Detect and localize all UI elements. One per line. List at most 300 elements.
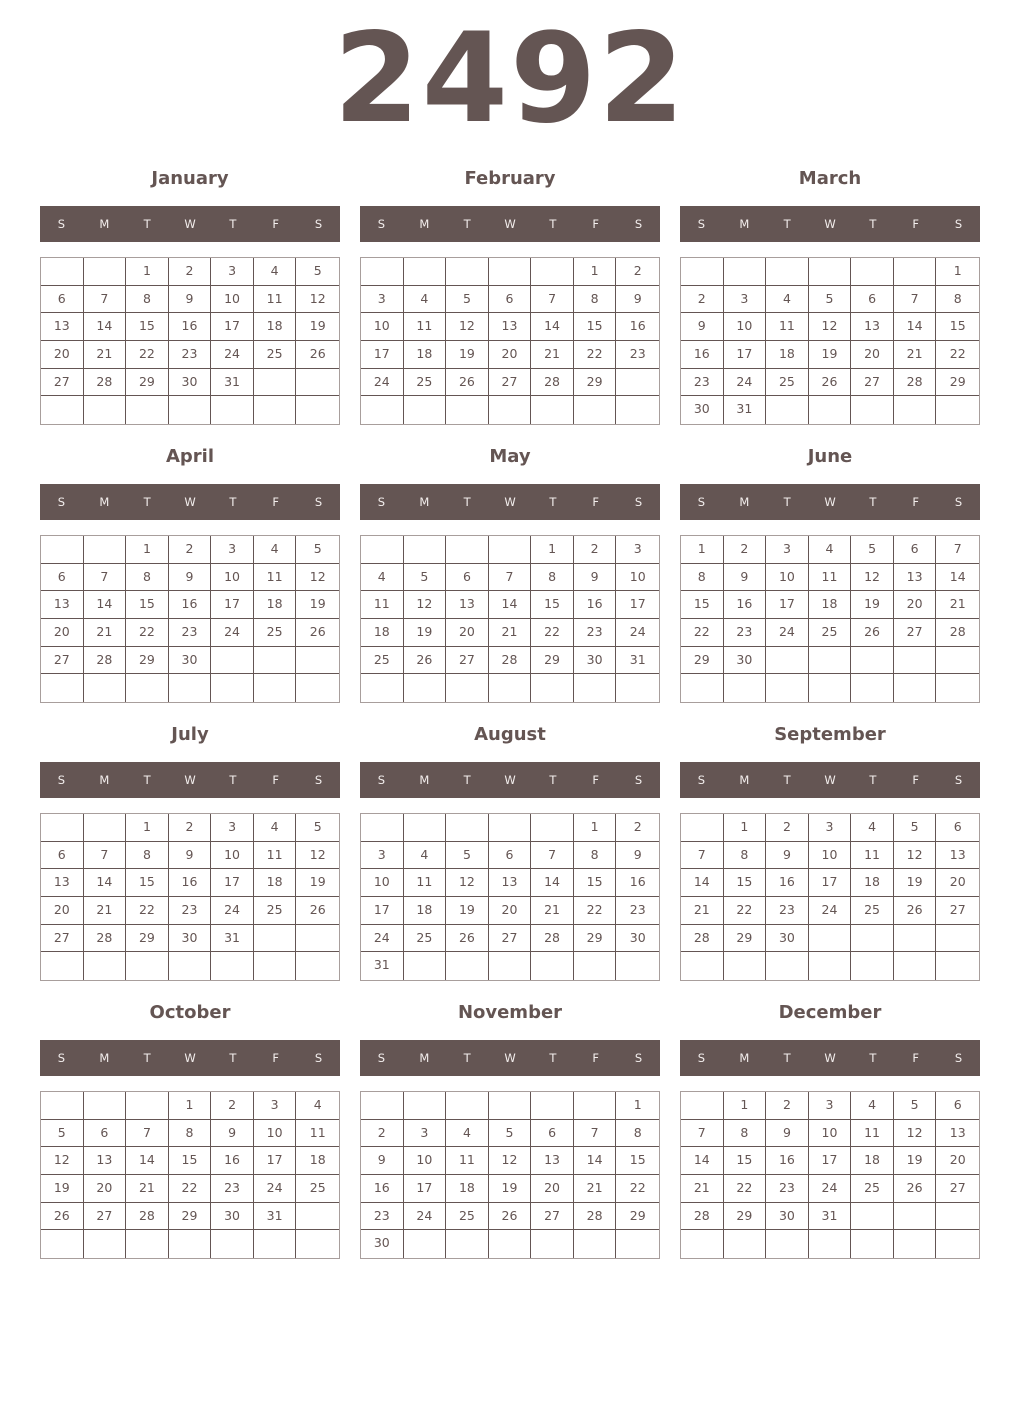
weekday-label: M (99, 217, 110, 231)
day-cell (84, 536, 127, 564)
day-cell: 1 (574, 258, 617, 286)
day-cell (446, 814, 489, 842)
day-cell: 2 (724, 536, 767, 564)
day-cell: 14 (126, 1147, 169, 1175)
day-cell (254, 925, 297, 953)
day-cell (404, 674, 447, 702)
day-cell: 4 (404, 286, 447, 314)
day-cell: 26 (446, 925, 489, 953)
day-cell (766, 258, 809, 286)
day-cell: 9 (361, 1147, 404, 1175)
day-cell: 5 (296, 536, 339, 564)
weekday-label: S (377, 773, 386, 787)
day-cell: 6 (41, 286, 84, 314)
month-title: October (149, 1002, 231, 1023)
day-cell: 2 (169, 258, 212, 286)
day-cell: 26 (404, 647, 447, 675)
day-cell: 4 (851, 814, 894, 842)
day-cell: 24 (766, 619, 809, 647)
day-cell: 7 (531, 286, 574, 314)
day-cell: 16 (766, 869, 809, 897)
day-cell: 17 (616, 591, 659, 619)
day-cell: 27 (41, 369, 84, 397)
day-cell: 10 (766, 564, 809, 592)
day-grid (40, 257, 340, 425)
day-cell (84, 814, 127, 842)
day-cell: 15 (574, 869, 617, 897)
weekday-label: S (954, 1051, 963, 1065)
day-cell: 3 (361, 842, 404, 870)
day-grid (40, 1091, 340, 1259)
weekday-label: T (549, 773, 557, 787)
month-september (680, 719, 980, 989)
day-cell: 19 (446, 897, 489, 925)
day-cell: 2 (169, 814, 212, 842)
day-cell (894, 674, 937, 702)
weekday-label: T (229, 495, 237, 509)
day-cell: 6 (936, 814, 979, 842)
day-cell: 13 (531, 1147, 574, 1175)
day-cell: 13 (41, 313, 84, 341)
day-cell: 10 (361, 869, 404, 897)
day-cell: 10 (724, 313, 767, 341)
day-cell: 22 (936, 341, 979, 369)
day-cell (616, 369, 659, 397)
weekday-label: F (272, 495, 280, 509)
day-cell: 9 (211, 1120, 254, 1148)
weekday-label: M (419, 495, 430, 509)
day-cell: 1 (531, 536, 574, 564)
day-cell: 25 (446, 1203, 489, 1231)
day-cell (41, 952, 84, 980)
weekday-label: T (229, 1051, 237, 1065)
month-december (680, 997, 980, 1267)
day-cell: 31 (211, 925, 254, 953)
day-cell: 25 (404, 925, 447, 953)
day-cell: 16 (169, 313, 212, 341)
day-cell (296, 396, 339, 424)
day-grid (360, 257, 660, 425)
month-title: May (489, 446, 531, 467)
day-cell: 21 (681, 897, 724, 925)
weekday-label: F (912, 773, 920, 787)
day-cell: 4 (254, 814, 297, 842)
day-cell: 15 (724, 869, 767, 897)
day-cell: 18 (296, 1147, 339, 1175)
day-cell: 15 (169, 1147, 212, 1175)
day-cell: 24 (211, 619, 254, 647)
day-cell: 22 (126, 897, 169, 925)
day-cell: 14 (894, 313, 937, 341)
day-cell: 13 (894, 564, 937, 592)
day-cell: 8 (126, 564, 169, 592)
day-cell: 9 (681, 313, 724, 341)
day-cell: 29 (126, 647, 169, 675)
day-cell: 19 (296, 869, 339, 897)
day-cell: 17 (724, 341, 767, 369)
day-cell: 16 (616, 869, 659, 897)
weekday-label: S (634, 773, 643, 787)
day-cell: 27 (936, 1175, 979, 1203)
day-cell: 5 (41, 1120, 84, 1148)
day-cell: 22 (126, 619, 169, 647)
day-cell: 22 (574, 341, 617, 369)
day-cell: 13 (936, 1120, 979, 1148)
day-cell: 3 (809, 1092, 852, 1120)
day-cell: 27 (894, 619, 937, 647)
day-cell: 5 (894, 1092, 937, 1120)
day-cell: 3 (766, 536, 809, 564)
day-cell: 20 (446, 619, 489, 647)
day-cell (126, 674, 169, 702)
day-cell: 5 (404, 564, 447, 592)
day-cell: 3 (361, 286, 404, 314)
day-cell: 29 (126, 925, 169, 953)
weekday-label: S (377, 217, 386, 231)
day-cell: 31 (254, 1203, 297, 1231)
day-cell: 28 (681, 1203, 724, 1231)
day-cell: 15 (531, 591, 574, 619)
day-cell: 12 (489, 1147, 532, 1175)
day-cell: 4 (851, 1092, 894, 1120)
day-cell (851, 952, 894, 980)
day-cell: 9 (574, 564, 617, 592)
day-cell: 21 (681, 1175, 724, 1203)
day-cell (531, 396, 574, 424)
day-cell: 27 (41, 647, 84, 675)
day-cell: 3 (616, 536, 659, 564)
day-cell: 15 (724, 1147, 767, 1175)
weekday-label: T (783, 217, 791, 231)
day-cell (766, 1230, 809, 1258)
weekday-label: M (99, 495, 110, 509)
day-cell (211, 952, 254, 980)
day-cell: 21 (936, 591, 979, 619)
day-grid (360, 1091, 660, 1259)
day-cell: 3 (404, 1120, 447, 1148)
day-cell: 23 (574, 619, 617, 647)
weekday-header (40, 484, 340, 520)
day-grid (40, 535, 340, 703)
day-cell: 16 (681, 341, 724, 369)
weekday-label: W (824, 1051, 836, 1065)
weekday-header (360, 762, 660, 798)
day-cell: 13 (489, 869, 532, 897)
day-cell: 20 (41, 619, 84, 647)
day-cell: 30 (616, 925, 659, 953)
weekday-label: T (229, 773, 237, 787)
day-cell: 9 (616, 286, 659, 314)
day-cell: 15 (126, 591, 169, 619)
day-cell: 23 (681, 369, 724, 397)
weekday-header (40, 762, 340, 798)
day-cell: 15 (574, 313, 617, 341)
day-cell: 17 (211, 869, 254, 897)
day-cell: 1 (936, 258, 979, 286)
day-cell (681, 674, 724, 702)
day-cell: 17 (211, 591, 254, 619)
day-cell: 9 (169, 842, 212, 870)
day-cell: 6 (41, 564, 84, 592)
weekday-label: W (824, 495, 836, 509)
day-cell: 28 (531, 925, 574, 953)
day-cell: 8 (616, 1120, 659, 1148)
day-cell (809, 647, 852, 675)
day-cell (936, 952, 979, 980)
day-cell: 4 (254, 258, 297, 286)
day-cell (126, 396, 169, 424)
day-cell: 12 (404, 591, 447, 619)
day-cell: 19 (446, 341, 489, 369)
day-cell: 27 (851, 369, 894, 397)
day-cell (489, 674, 532, 702)
day-cell: 21 (894, 341, 937, 369)
day-cell (851, 674, 894, 702)
day-cell: 5 (296, 814, 339, 842)
day-cell: 29 (724, 925, 767, 953)
day-cell (724, 674, 767, 702)
day-cell (809, 396, 852, 424)
weekday-label: T (869, 495, 877, 509)
weekday-label: W (504, 773, 516, 787)
month-april (40, 441, 340, 711)
weekday-label: T (463, 217, 471, 231)
weekday-label: T (143, 495, 151, 509)
weekday-label: T (143, 773, 151, 787)
day-cell: 12 (851, 564, 894, 592)
day-cell (446, 536, 489, 564)
day-cell: 23 (211, 1175, 254, 1203)
day-cell: 7 (84, 564, 127, 592)
weekday-label: S (57, 773, 66, 787)
day-cell (41, 258, 84, 286)
day-cell: 14 (84, 591, 127, 619)
day-cell (361, 536, 404, 564)
day-cell (84, 1092, 127, 1120)
day-cell: 18 (809, 591, 852, 619)
day-cell: 23 (169, 341, 212, 369)
day-cell (404, 258, 447, 286)
day-cell: 1 (126, 814, 169, 842)
day-cell (404, 952, 447, 980)
day-cell: 26 (809, 369, 852, 397)
day-cell: 25 (766, 369, 809, 397)
weekday-label: S (634, 495, 643, 509)
weekday-header (680, 206, 980, 242)
day-cell: 15 (616, 1147, 659, 1175)
day-cell: 24 (211, 341, 254, 369)
day-grid (680, 257, 980, 425)
day-cell: 8 (724, 1120, 767, 1148)
day-cell: 2 (681, 286, 724, 314)
day-grid (360, 813, 660, 981)
day-cell (724, 952, 767, 980)
day-cell: 24 (211, 897, 254, 925)
weekday-label: S (57, 217, 66, 231)
day-cell: 26 (296, 619, 339, 647)
day-cell: 23 (616, 341, 659, 369)
day-cell (296, 925, 339, 953)
day-cell: 13 (489, 313, 532, 341)
day-cell: 19 (41, 1175, 84, 1203)
day-cell: 20 (84, 1175, 127, 1203)
weekday-label: T (143, 217, 151, 231)
weekday-label: F (912, 495, 920, 509)
day-cell: 29 (574, 925, 617, 953)
weekday-label: T (549, 495, 557, 509)
day-cell (254, 952, 297, 980)
weekday-label: S (314, 217, 323, 231)
weekday-label: T (463, 773, 471, 787)
day-cell (616, 396, 659, 424)
day-cell: 13 (84, 1147, 127, 1175)
weekday-header (680, 484, 980, 520)
day-cell: 22 (574, 897, 617, 925)
day-cell: 24 (616, 619, 659, 647)
day-cell: 4 (446, 1120, 489, 1148)
weekday-label: T (463, 495, 471, 509)
day-cell: 16 (574, 591, 617, 619)
day-cell: 19 (851, 591, 894, 619)
day-cell: 11 (766, 313, 809, 341)
day-cell (296, 1203, 339, 1231)
day-cell: 28 (84, 369, 127, 397)
day-cell: 1 (126, 258, 169, 286)
day-cell: 20 (489, 897, 532, 925)
day-cell: 10 (616, 564, 659, 592)
day-cell: 13 (851, 313, 894, 341)
day-cell: 11 (446, 1147, 489, 1175)
day-cell: 26 (446, 369, 489, 397)
day-cell (936, 925, 979, 953)
day-cell: 17 (211, 313, 254, 341)
day-cell (41, 1230, 84, 1258)
day-cell: 22 (616, 1175, 659, 1203)
weekday-label: S (634, 1051, 643, 1065)
day-cell (489, 396, 532, 424)
day-cell: 4 (766, 286, 809, 314)
day-cell (724, 258, 767, 286)
day-cell: 30 (766, 1203, 809, 1231)
day-cell (894, 396, 937, 424)
day-cell: 26 (851, 619, 894, 647)
weekday-label: M (739, 217, 750, 231)
day-cell: 3 (211, 258, 254, 286)
day-cell (531, 258, 574, 286)
day-cell: 25 (851, 897, 894, 925)
day-cell: 17 (254, 1147, 297, 1175)
day-cell: 10 (809, 1120, 852, 1148)
day-cell: 7 (84, 842, 127, 870)
day-cell: 20 (936, 869, 979, 897)
day-cell: 9 (169, 286, 212, 314)
weekday-label: S (314, 773, 323, 787)
day-cell: 18 (446, 1175, 489, 1203)
day-cell (531, 1230, 574, 1258)
day-cell: 6 (894, 536, 937, 564)
day-cell (574, 674, 617, 702)
day-cell: 4 (809, 536, 852, 564)
day-cell: 29 (936, 369, 979, 397)
day-cell (446, 674, 489, 702)
day-cell: 22 (724, 897, 767, 925)
weekday-header (40, 206, 340, 242)
day-cell (41, 536, 84, 564)
weekday-label: W (184, 217, 196, 231)
day-cell (404, 1230, 447, 1258)
day-cell: 25 (254, 341, 297, 369)
day-cell: 21 (574, 1175, 617, 1203)
day-cell: 14 (681, 869, 724, 897)
day-cell: 10 (254, 1120, 297, 1148)
day-grid (680, 535, 980, 703)
day-cell (574, 952, 617, 980)
day-cell (126, 1092, 169, 1120)
weekday-label: T (549, 1051, 557, 1065)
day-cell: 23 (766, 897, 809, 925)
day-cell (766, 952, 809, 980)
day-cell: 24 (809, 1175, 852, 1203)
day-cell: 6 (489, 842, 532, 870)
weekday-label: T (869, 773, 877, 787)
day-cell (446, 1092, 489, 1120)
day-cell: 30 (169, 925, 212, 953)
day-cell (894, 1230, 937, 1258)
day-cell: 23 (724, 619, 767, 647)
day-cell: 2 (574, 536, 617, 564)
day-cell: 21 (126, 1175, 169, 1203)
day-cell: 17 (404, 1175, 447, 1203)
day-cell: 25 (254, 619, 297, 647)
day-cell: 17 (361, 341, 404, 369)
day-cell: 14 (84, 869, 127, 897)
day-cell: 11 (254, 286, 297, 314)
day-cell: 7 (681, 842, 724, 870)
day-cell (84, 396, 127, 424)
month-june (680, 441, 980, 711)
day-cell: 3 (211, 536, 254, 564)
weekday-label: T (783, 495, 791, 509)
day-cell: 3 (809, 814, 852, 842)
month-title: December (778, 1002, 882, 1023)
day-cell: 14 (936, 564, 979, 592)
day-cell (296, 1230, 339, 1258)
day-cell: 2 (616, 814, 659, 842)
day-cell: 1 (574, 814, 617, 842)
day-cell: 19 (296, 313, 339, 341)
day-cell: 9 (724, 564, 767, 592)
day-cell: 7 (936, 536, 979, 564)
day-cell: 25 (851, 1175, 894, 1203)
day-cell (894, 647, 937, 675)
day-cell: 3 (211, 814, 254, 842)
day-cell: 16 (724, 591, 767, 619)
day-cell: 21 (531, 897, 574, 925)
day-cell (446, 1230, 489, 1258)
day-cell: 4 (296, 1092, 339, 1120)
day-cell: 24 (724, 369, 767, 397)
day-grid (40, 813, 340, 981)
day-cell (296, 369, 339, 397)
day-cell: 18 (254, 313, 297, 341)
day-cell: 16 (169, 591, 212, 619)
day-cell: 25 (809, 619, 852, 647)
day-cell: 1 (616, 1092, 659, 1120)
weekday-label: W (184, 773, 196, 787)
day-cell: 30 (361, 1230, 404, 1258)
day-cell: 28 (681, 925, 724, 953)
day-cell: 30 (724, 647, 767, 675)
